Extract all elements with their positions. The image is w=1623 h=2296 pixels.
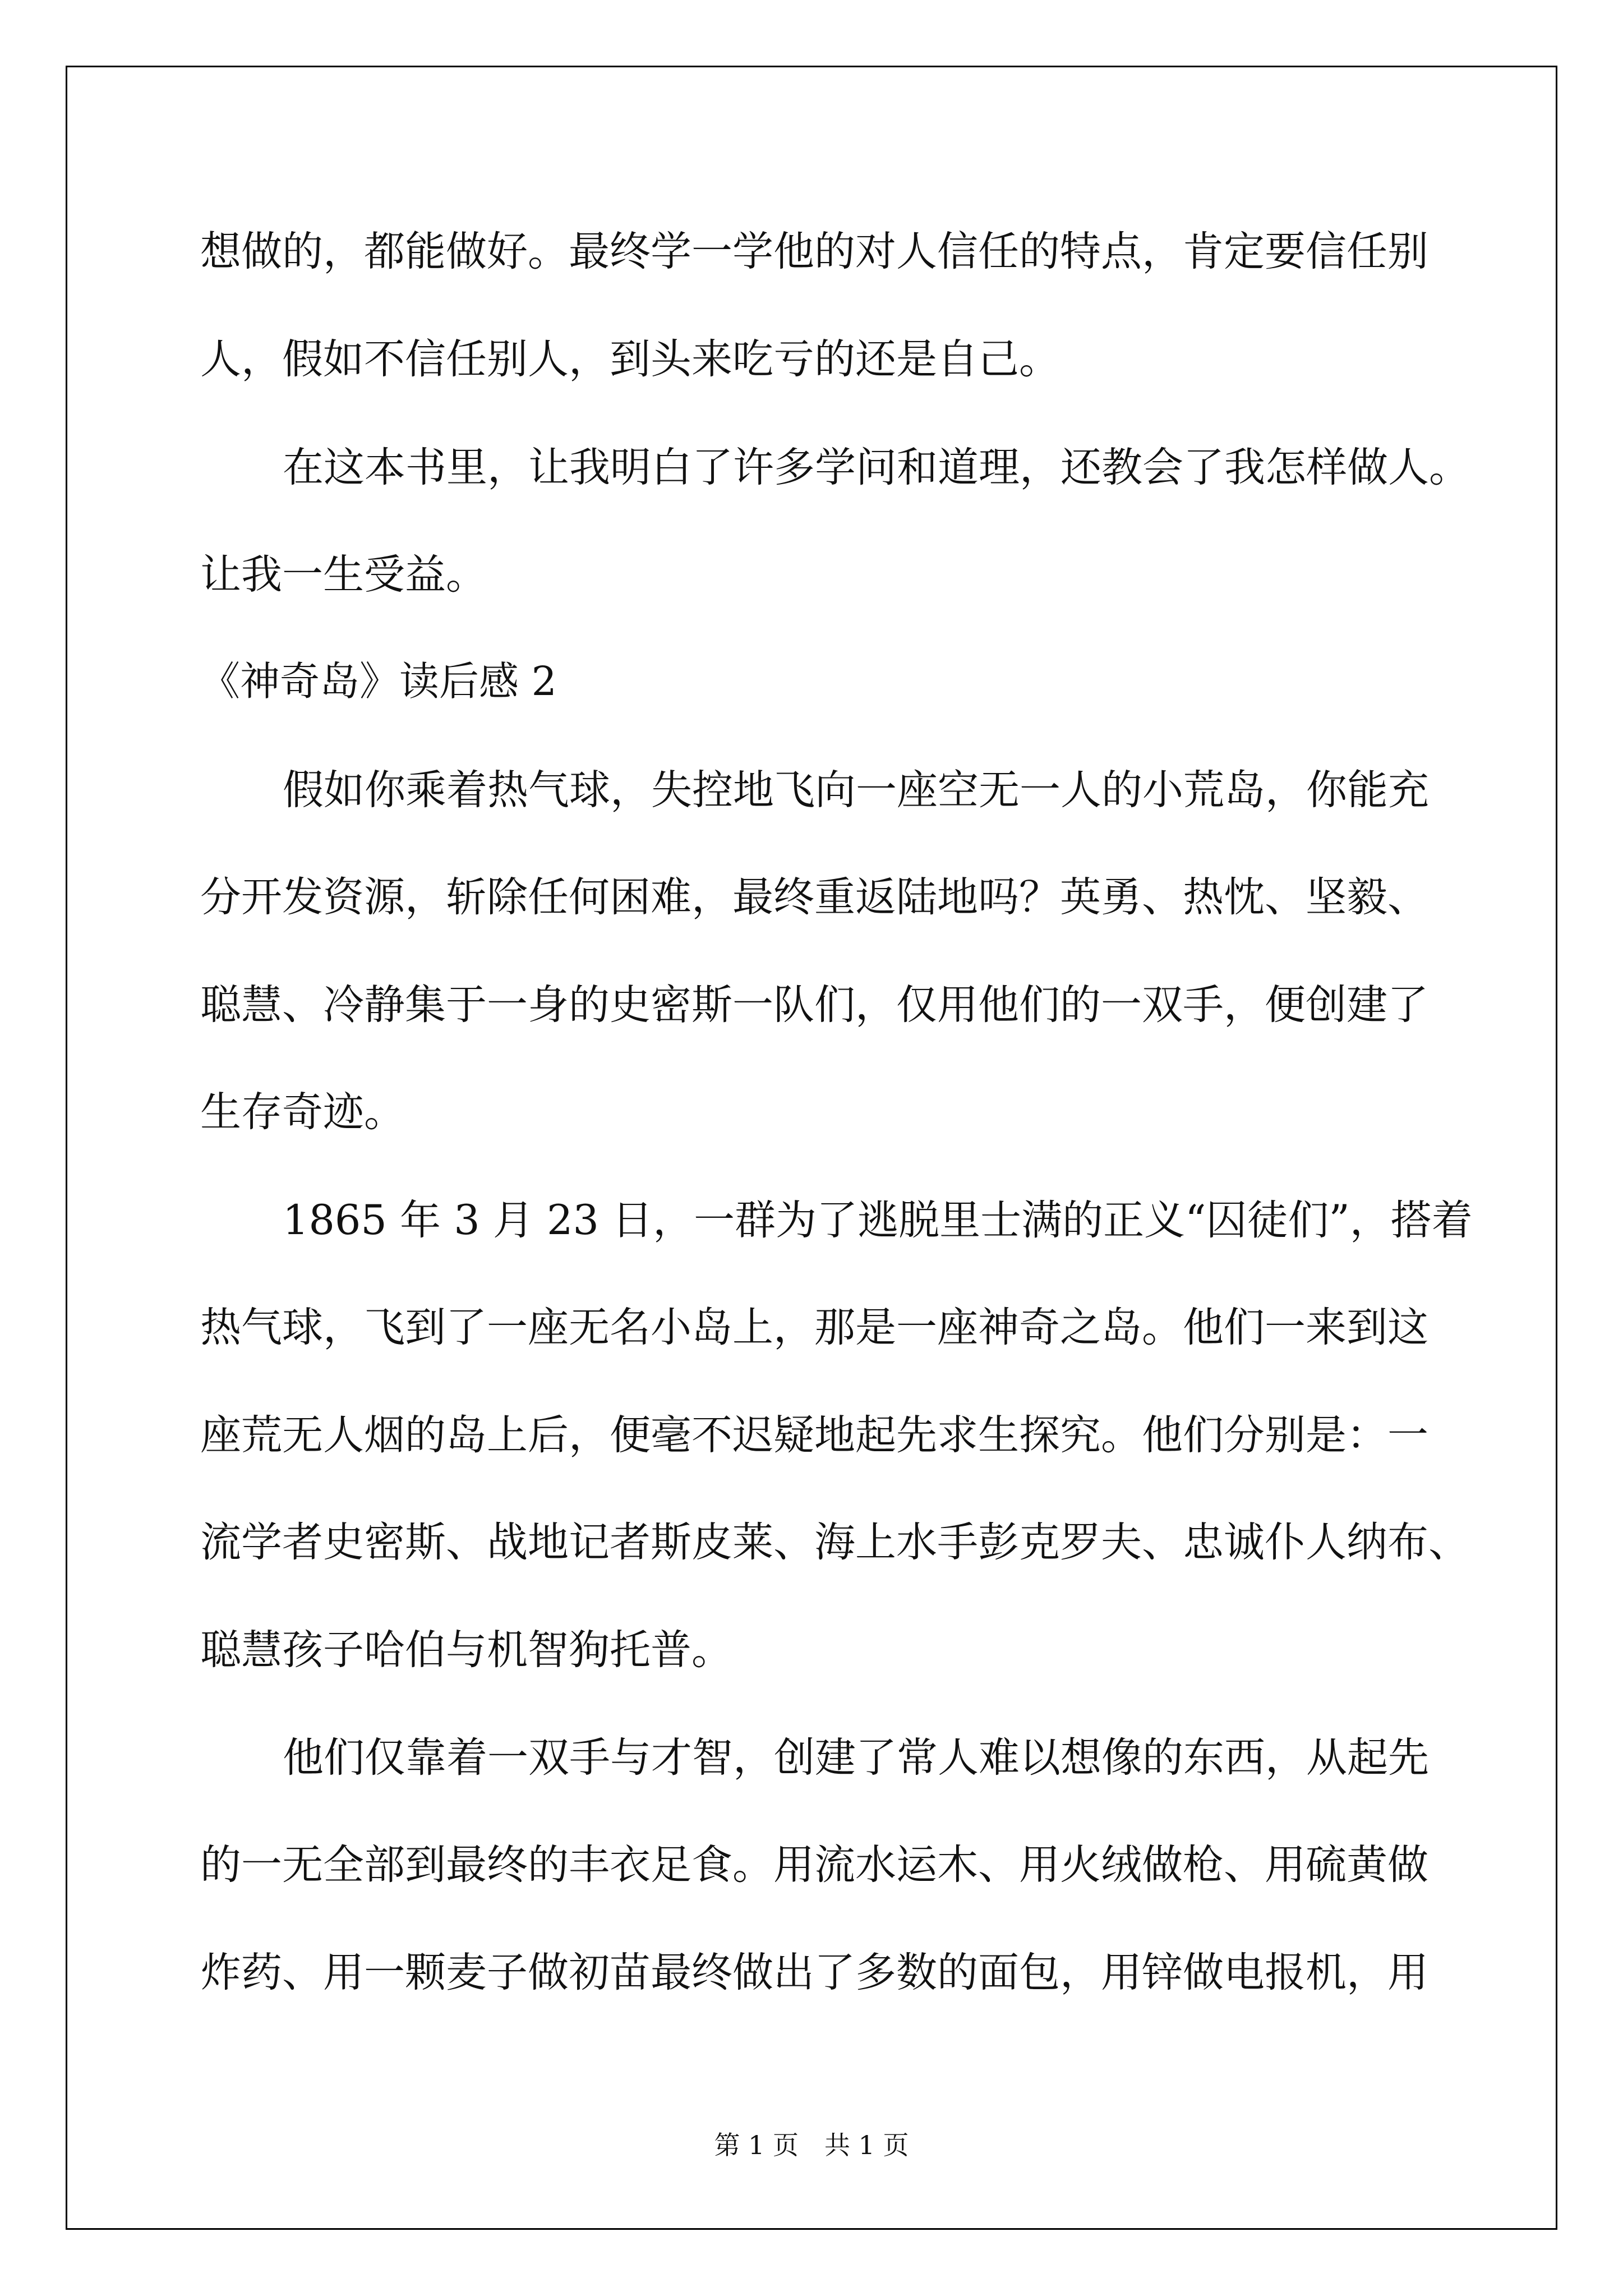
body-line: 流学者史密斯、战地记者斯皮莱、海上水手彭克罗夫、忠诚仆人纳布、 [200, 1519, 1469, 1566]
body-line: 人，假如不信任别人，到头来吃亏的还是自己。 [200, 335, 1060, 383]
body-line: 热气球，飞到了一座无名小岛上，那是一座神奇之岛。他们一来到这 [200, 1304, 1428, 1351]
page-frame [66, 66, 1557, 2230]
body-line: 让我一生受益。 [200, 551, 487, 599]
body-line: 他们仅靠着一双手与才智，创建了常人难以想像的东西，从起先 [283, 1734, 1429, 1782]
body-line: 炸药、用一颗麦子做初苗最终做出了多数的面包，用锌做电报机，用 [200, 1949, 1428, 1996]
body-line: 生存奇迹。 [200, 1088, 405, 1136]
body-line: 假如你乘着热气球，失控地飞向一座空无一人的小荒岛，你能充 [283, 766, 1429, 814]
body-line: 聪慧孩子哈伯与机智狗托普。 [200, 1626, 732, 1674]
section-title: 《神奇岛》读后感 2 [200, 658, 557, 705]
body-line: 想做的，都能做好。最终学一学他的对人信任的特点，肯定要信任别 [200, 228, 1428, 275]
page-number-footer: 第 1 页 共 1 页 [714, 2130, 909, 2160]
body-line: 聪慧、冷静集于一身的史密斯一队们，仅用他们的一双手，便创建了 [200, 981, 1428, 1029]
body-line: 分开发资源，斩除任何困难，最终重返陆地吗？英勇、热忱、坚毅、 [200, 873, 1428, 921]
body-line: 的一无全部到最终的丰衣足食。用流水运木、用火绒做枪、用硫黄做 [200, 1841, 1428, 1889]
body-line: 座荒无人烟的岛上后，便毫不迟疑地起先求生探究。他们分别是：一 [200, 1411, 1428, 1459]
body-line: 在这本书里，让我明白了许多学问和道理，还教会了我怎样做人。 [283, 444, 1470, 491]
body-line: 1865 年 3 月 23 日，一群为了逃脱里士满的正义“囚徒们”，搭着 [283, 1197, 1473, 1244]
